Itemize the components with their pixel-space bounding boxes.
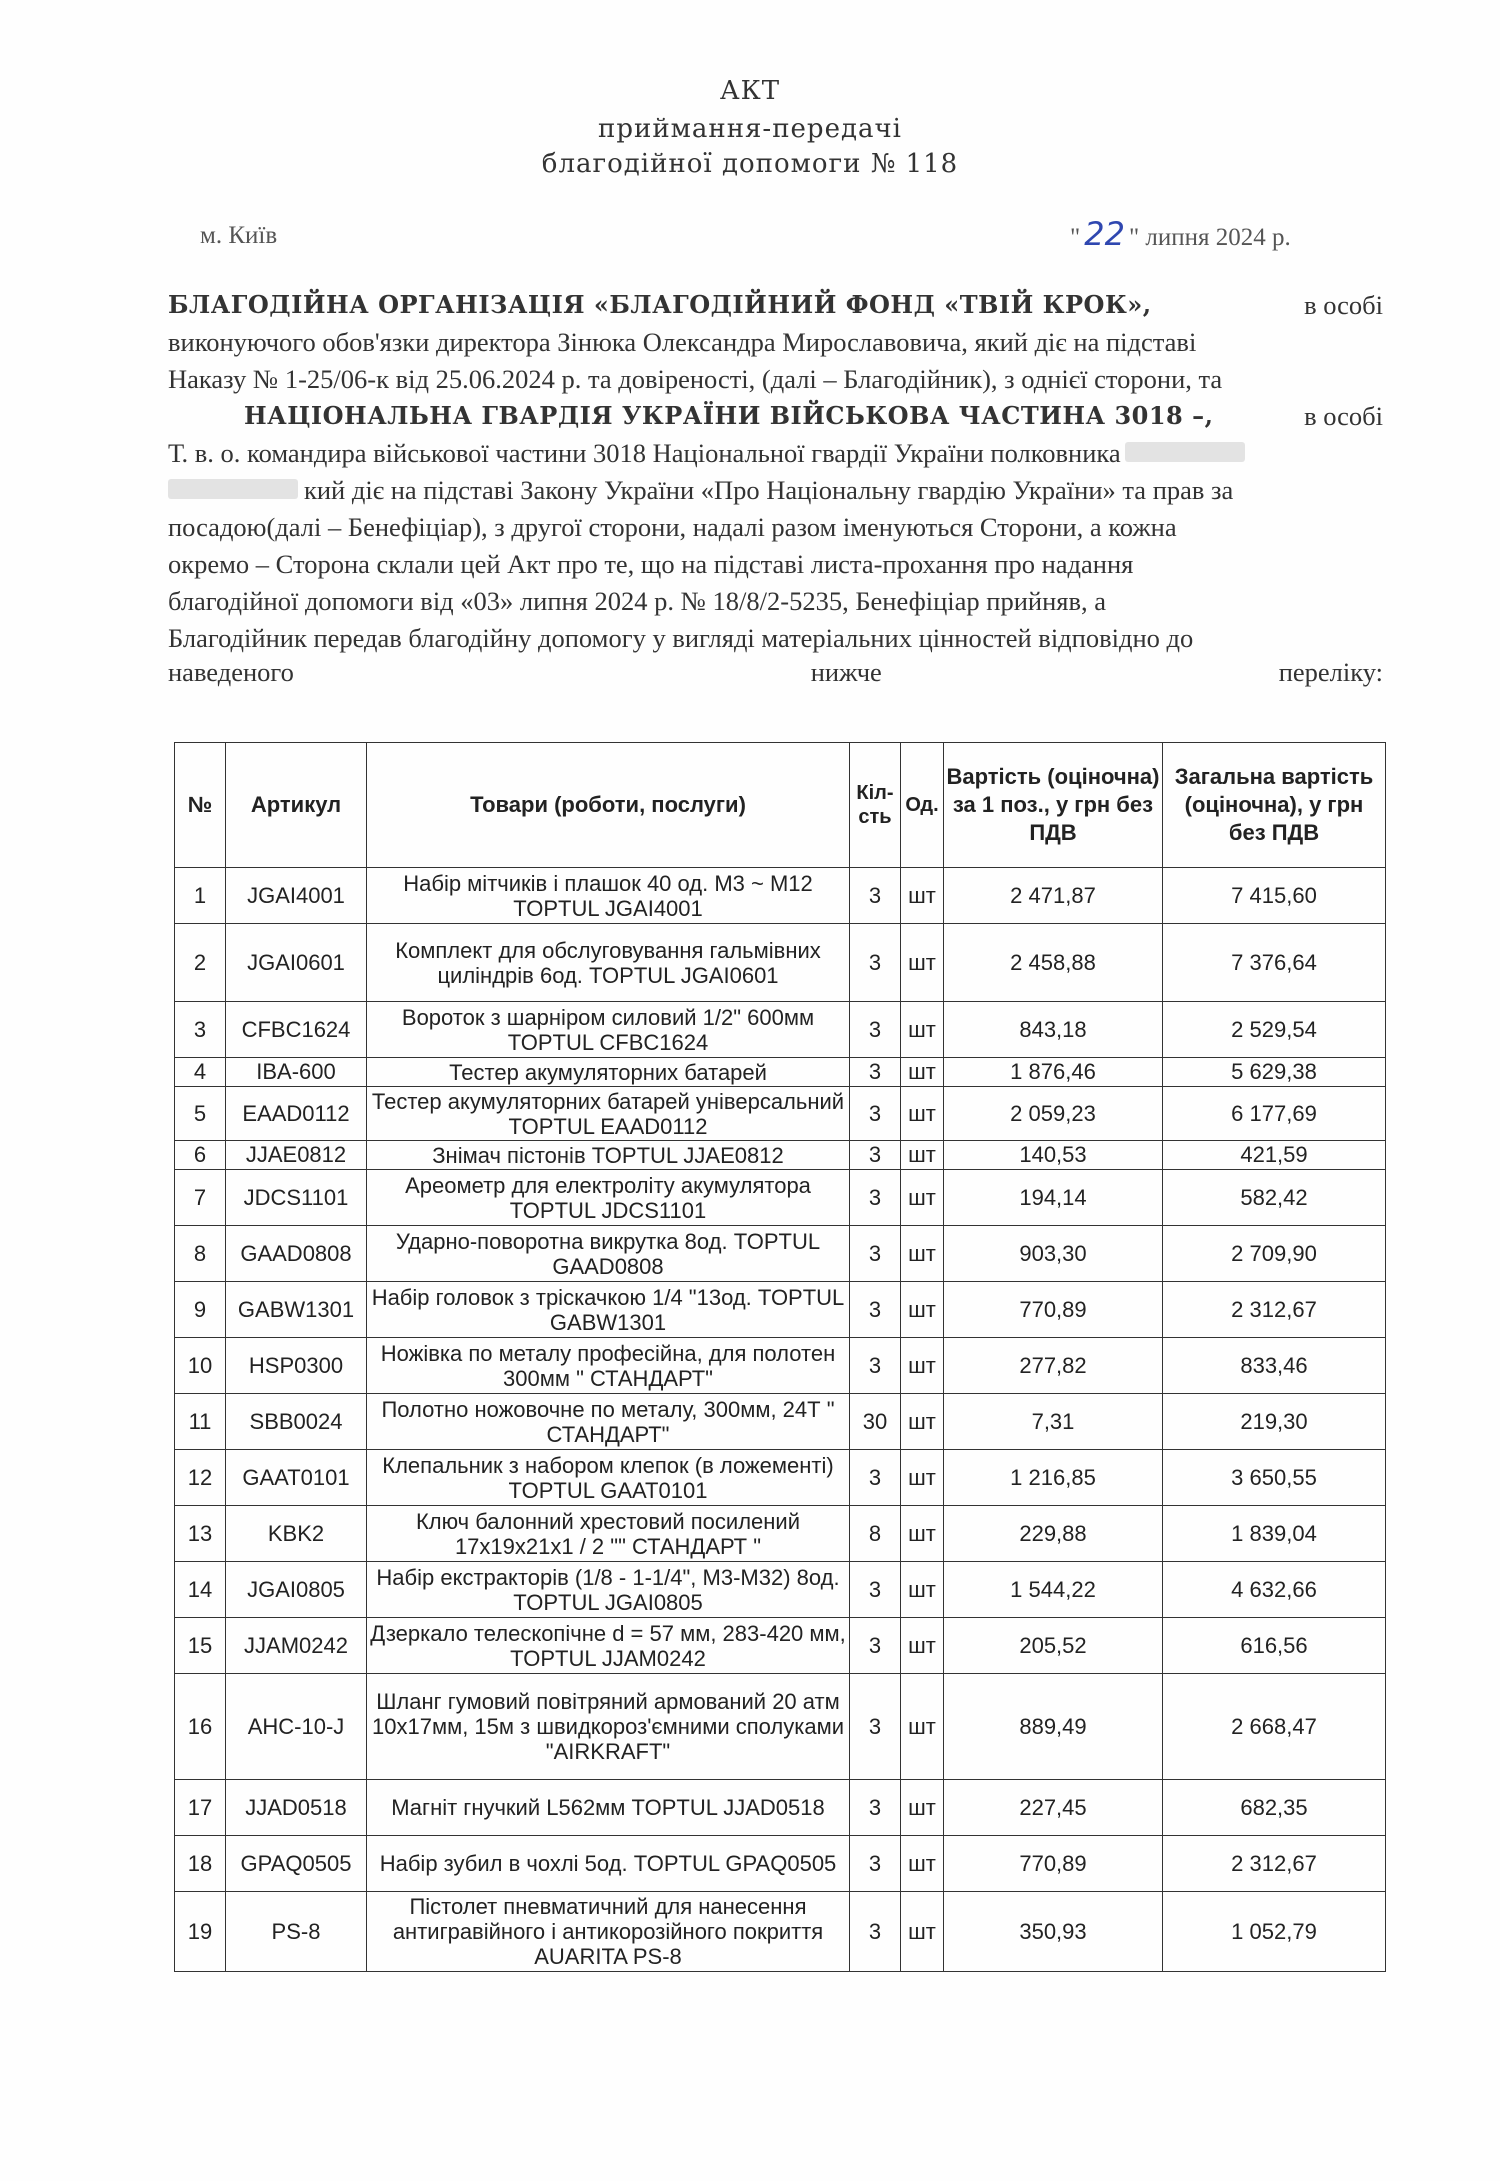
- row-number: 3: [175, 1002, 226, 1058]
- body-text: в особі: [1304, 401, 1383, 431]
- row-goods-name: Шланг гумовий повітряний армований 20 атм 10х17мм, 15м з швидкороз'ємними сполуками "AIRKRAFT": [367, 1674, 850, 1780]
- row-total: 219,30: [1163, 1394, 1386, 1450]
- row-unit: шт: [901, 1562, 944, 1618]
- row-total: 3 650,55: [1163, 1450, 1386, 1506]
- row-price: 889,49: [944, 1674, 1163, 1780]
- row-number: 14: [175, 1562, 226, 1618]
- row-goods-name: Дзеркало телескопічне d = 57 мм, 283-420 мм, TOPTUL JJAM0242: [367, 1618, 850, 1674]
- row-number: 1: [175, 868, 226, 924]
- table-row: [175, 1141, 1386, 1170]
- row-article: PS-8: [226, 1892, 367, 1972]
- row-unit: шт: [901, 1338, 944, 1394]
- row-unit: шт: [901, 1394, 944, 1450]
- row-price: 350,93: [944, 1892, 1163, 1972]
- row-price: 770,89: [944, 1836, 1163, 1892]
- body-line-3: Наказу № 1-25/06-к від 25.06.2024 р. та довіреності, (далі – Благодійник), з однієї сторони, та: [168, 364, 1223, 394]
- row-unit: шт: [901, 1674, 944, 1780]
- table-row: [175, 1562, 1386, 1618]
- table-row: [175, 1892, 1386, 1972]
- row-number: 8: [175, 1226, 226, 1282]
- body-line-4: [168, 401, 1383, 432]
- body-line-9: благодійної допомоги від «03» липня 2024 р. № 18/8/2-5235, Бенефіціар прийняв, а: [168, 586, 1106, 616]
- row-quantity: 3: [850, 1338, 901, 1394]
- body-text: кий діє на підставі Закону України «Про Національну гвардію України» та прав за: [304, 475, 1234, 505]
- body-line-2: виконуючого обов'язки директора Зінюка Олександра Мирославовича, який діє на підставі: [168, 327, 1197, 357]
- col-header-goods: Товари (роботи, послуги): [367, 743, 850, 868]
- row-number: 16: [175, 1674, 226, 1780]
- row-total: 6 177,69: [1163, 1087, 1386, 1141]
- row-quantity: 3: [850, 1087, 901, 1141]
- row-total: 833,46: [1163, 1338, 1386, 1394]
- table-row: [175, 1002, 1386, 1058]
- row-quantity: 3: [850, 1780, 901, 1836]
- table-row: [175, 1450, 1386, 1506]
- table-row: [175, 1170, 1386, 1226]
- date-day-handwritten: 22: [1084, 215, 1125, 253]
- row-number: 10: [175, 1338, 226, 1394]
- row-number: 2: [175, 924, 226, 1002]
- col-header-number: №: [175, 743, 226, 868]
- row-unit: шт: [901, 1226, 944, 1282]
- row-price: 1 216,85: [944, 1450, 1163, 1506]
- row-quantity: 3: [850, 924, 901, 1002]
- table-row: [175, 1506, 1386, 1562]
- row-total: 4 632,66: [1163, 1562, 1386, 1618]
- table-row: [175, 1674, 1386, 1780]
- row-article: AHC-10-J: [226, 1674, 367, 1780]
- table-row: [175, 1058, 1386, 1087]
- row-goods-name: Комплект для обслуговування гальмівних циліндрів 6од. TOPTUL JGAI0601: [367, 924, 850, 1002]
- items-table: [174, 742, 1386, 1972]
- row-article: JJAE0812: [226, 1141, 367, 1170]
- row-goods-name: Знімач пістонів TOPTUL JJAE0812: [367, 1141, 850, 1170]
- body-text: в особі: [1304, 290, 1383, 320]
- donor-name: БЛАГОДІЙНА ОРГАНІЗАЦІЯ «БЛАГОДІЙНИЙ ФОНД «ТВІЙ КРОК»,: [168, 290, 1152, 319]
- body-line-10: Благодійник передав благодійну допомогу у вигляді матеріальних цінностей відповідно до: [168, 623, 1194, 653]
- col-header-quantity: Кіл-сть: [850, 743, 901, 868]
- row-quantity: 3: [850, 1141, 901, 1170]
- table-row: [175, 1087, 1386, 1141]
- table-row: [175, 1394, 1386, 1450]
- row-price: 903,30: [944, 1226, 1163, 1282]
- row-article: JGAI4001: [226, 868, 367, 924]
- row-total: 1 839,04: [1163, 1506, 1386, 1562]
- row-price: 205,52: [944, 1618, 1163, 1674]
- row-quantity: 3: [850, 1618, 901, 1674]
- row-article: IBA-600: [226, 1058, 367, 1087]
- row-total: 582,42: [1163, 1170, 1386, 1226]
- body-text: наведеного: [168, 657, 294, 687]
- row-unit: шт: [901, 1087, 944, 1141]
- row-unit: шт: [901, 1282, 944, 1338]
- row-number: 6: [175, 1141, 226, 1170]
- row-price: 2 059,23: [944, 1087, 1163, 1141]
- body-text: переліку:: [1278, 657, 1383, 687]
- row-unit: шт: [901, 1170, 944, 1226]
- row-price: 229,88: [944, 1506, 1163, 1562]
- row-price: 770,89: [944, 1282, 1163, 1338]
- row-goods-name: Тестер акумуляторних батарей: [367, 1058, 850, 1087]
- document-subtitle-number: благодійної допомоги № 118: [541, 149, 959, 179]
- table-row: [175, 1780, 1386, 1836]
- row-unit: шт: [901, 1506, 944, 1562]
- row-quantity: 3: [850, 1674, 901, 1780]
- row-number: 12: [175, 1450, 226, 1506]
- row-number: 9: [175, 1282, 226, 1338]
- page-bottom-margin: [0, 2085, 1500, 2181]
- body-line-1: [168, 290, 1383, 321]
- row-total: 2 709,90: [1163, 1226, 1386, 1282]
- row-goods-name: Набір мітчиків і плашок 40 од. М3 ~ М12 TOPTUL JGAI4001: [367, 868, 850, 924]
- row-total: 5 629,38: [1163, 1058, 1386, 1087]
- table-body: [175, 868, 1386, 1972]
- table-row: [175, 1618, 1386, 1674]
- row-unit: шт: [901, 1836, 944, 1892]
- row-quantity: 3: [850, 1892, 901, 1972]
- table-row: [175, 924, 1386, 1002]
- body-text: нижче: [810, 657, 882, 687]
- row-price: 2 471,87: [944, 868, 1163, 924]
- row-number: 7: [175, 1170, 226, 1226]
- row-article: CFBC1624: [226, 1002, 367, 1058]
- row-number: 17: [175, 1780, 226, 1836]
- row-price: 843,18: [944, 1002, 1163, 1058]
- row-unit: шт: [901, 1450, 944, 1506]
- body-line-11: [168, 657, 1383, 688]
- row-goods-name: Ареометр для електроліту акумулятора TOPTUL JDCS1101: [367, 1170, 850, 1226]
- row-article: SBB0024: [226, 1394, 367, 1450]
- row-price: 1 876,46: [944, 1058, 1163, 1087]
- row-total: 2 312,67: [1163, 1836, 1386, 1892]
- row-quantity: 3: [850, 1226, 901, 1282]
- table-row: [175, 1226, 1386, 1282]
- row-number: 11: [175, 1394, 226, 1450]
- document-title: АКТ: [719, 76, 781, 106]
- col-header-price: Вартість (оціночна) за 1 поз., у грн без ПДВ: [944, 743, 1163, 868]
- col-header-total: Загальна вартість (оціночна), у грн без ПДВ: [1163, 743, 1386, 868]
- body-line-5: [168, 438, 1383, 469]
- row-article: GAAD0808: [226, 1226, 367, 1282]
- document-date: [1070, 215, 1291, 253]
- row-quantity: 3: [850, 1450, 901, 1506]
- row-number: 18: [175, 1836, 226, 1892]
- row-number: 15: [175, 1618, 226, 1674]
- table-row: [175, 1836, 1386, 1892]
- redacted-name: [168, 479, 298, 499]
- row-price: 194,14: [944, 1170, 1163, 1226]
- row-article: GABW1301: [226, 1282, 367, 1338]
- row-total: 421,59: [1163, 1141, 1386, 1170]
- row-number: 5: [175, 1087, 226, 1141]
- beneficiary-name: НАЦІОНАЛЬНА ГВАРДІЯ УКРАЇНИ ВІЙСЬКОВА ЧАСТИНА 3018 –,: [244, 401, 1214, 430]
- row-goods-name: Тестер акумуляторних батарей універсальний TOPTUL EAAD0112: [367, 1087, 850, 1141]
- row-goods-name: Клепальник з набором клепок (в ложементі) TOPTUL GAAT0101: [367, 1450, 850, 1506]
- body-line-8: окремо – Сторона склали цей Акт про те, що на підставі листа-прохання про надання: [168, 549, 1134, 579]
- row-total: 616,56: [1163, 1618, 1386, 1674]
- row-quantity: 3: [850, 868, 901, 924]
- row-unit: шт: [901, 1780, 944, 1836]
- row-article: GPAQ0505: [226, 1836, 367, 1892]
- col-header-article: Артикул: [226, 743, 367, 868]
- row-price: 140,53: [944, 1141, 1163, 1170]
- row-quantity: 3: [850, 1562, 901, 1618]
- row-total: 7 415,60: [1163, 868, 1386, 924]
- row-article: EAAD0112: [226, 1087, 367, 1141]
- row-goods-name: Вороток з шарніром силовий 1/2" 600мм TOPTUL CFBC1624: [367, 1002, 850, 1058]
- row-price: 1 544,22: [944, 1562, 1163, 1618]
- row-goods-name: Набір зубил в чохлі 5од. TOPTUL GPAQ0505: [367, 1836, 850, 1892]
- row-price: 2 458,88: [944, 924, 1163, 1002]
- table-row: [175, 1282, 1386, 1338]
- body-text: Т. в. о. командира військової частини 3018 Національної гвардії України полковника: [168, 438, 1121, 468]
- row-number: 4: [175, 1058, 226, 1087]
- row-article: JJAM0242: [226, 1618, 367, 1674]
- row-price: 277,82: [944, 1338, 1163, 1394]
- row-goods-name: Магніт гнучкий L562мм TOPTUL JJAD0518: [367, 1780, 850, 1836]
- row-article: HSP0300: [226, 1338, 367, 1394]
- row-article: JGAI0601: [226, 924, 367, 1002]
- row-article: JJAD0518: [226, 1780, 367, 1836]
- row-quantity: 8: [850, 1506, 901, 1562]
- row-quantity: 3: [850, 1170, 901, 1226]
- row-article: KBK2: [226, 1506, 367, 1562]
- row-total: 2 312,67: [1163, 1282, 1386, 1338]
- row-total: 2 668,47: [1163, 1674, 1386, 1780]
- row-price: 227,45: [944, 1780, 1163, 1836]
- row-article: JDCS1101: [226, 1170, 367, 1226]
- table-row: [175, 1338, 1386, 1394]
- place: м. Київ: [200, 222, 278, 249]
- row-quantity: 3: [850, 1002, 901, 1058]
- row-total: 682,35: [1163, 1780, 1386, 1836]
- row-quantity: 3: [850, 1836, 901, 1892]
- row-goods-name: Набір екстракторів (1/8 - 1-1/4", М3-М32) 8од. TOPTUL JGAI0805: [367, 1562, 850, 1618]
- row-article: JGAI0805: [226, 1562, 367, 1618]
- row-total: 2 529,54: [1163, 1002, 1386, 1058]
- row-unit: шт: [901, 1002, 944, 1058]
- row-unit: шт: [901, 1618, 944, 1674]
- row-quantity: 3: [850, 1058, 901, 1087]
- row-total: 1 052,79: [1163, 1892, 1386, 1972]
- row-goods-name: Пістолет пневматичний для нанесення антигравійного і антикорозійного покриття AUARITA PS-8: [367, 1892, 850, 1972]
- row-number: 19: [175, 1892, 226, 1972]
- body-line-6: [168, 475, 1383, 506]
- table-header-row: [175, 743, 1386, 868]
- row-unit: шт: [901, 868, 944, 924]
- row-goods-name: Набір головок з тріскачкою 1/4 "13од. TOPTUL GABW1301: [367, 1282, 850, 1338]
- row-unit: шт: [901, 1892, 944, 1972]
- row-unit: шт: [901, 924, 944, 1002]
- row-quantity: 30: [850, 1394, 901, 1450]
- row-unit: шт: [901, 1141, 944, 1170]
- body-line-7: посадою(далі – Бенефіціар), з другої сторони, надалі разом іменуються Сторони, а кожна: [168, 512, 1177, 542]
- row-number: 13: [175, 1506, 226, 1562]
- redacted-name: [1125, 442, 1245, 462]
- row-goods-name: Полотно ножовочне по металу, 300мм, 24Т " СТАНДАРТ": [367, 1394, 850, 1450]
- row-total: 7 376,64: [1163, 924, 1386, 1002]
- row-price: 7,31: [944, 1394, 1163, 1450]
- document-subtitle: приймання-передачі: [598, 114, 902, 144]
- row-quantity: 3: [850, 1282, 901, 1338]
- col-header-unit: Од.: [901, 743, 944, 868]
- row-unit: шт: [901, 1058, 944, 1087]
- row-article: GAAT0101: [226, 1450, 367, 1506]
- row-goods-name: Ножівка по металу професійна, для полотен 300мм " СТАНДАРТ": [367, 1338, 850, 1394]
- date-rest: " липня 2024 р.: [1128, 224, 1291, 251]
- date-open-quote: ": [1070, 224, 1081, 251]
- row-goods-name: Ударно-поворотна викрутка 8од. TOPTUL GAAD0808: [367, 1226, 850, 1282]
- table-row: [175, 868, 1386, 924]
- row-goods-name: Ключ балонний хрестовий посилений 17х19х21х1 / 2 "" СТАНДАРТ ": [367, 1506, 850, 1562]
